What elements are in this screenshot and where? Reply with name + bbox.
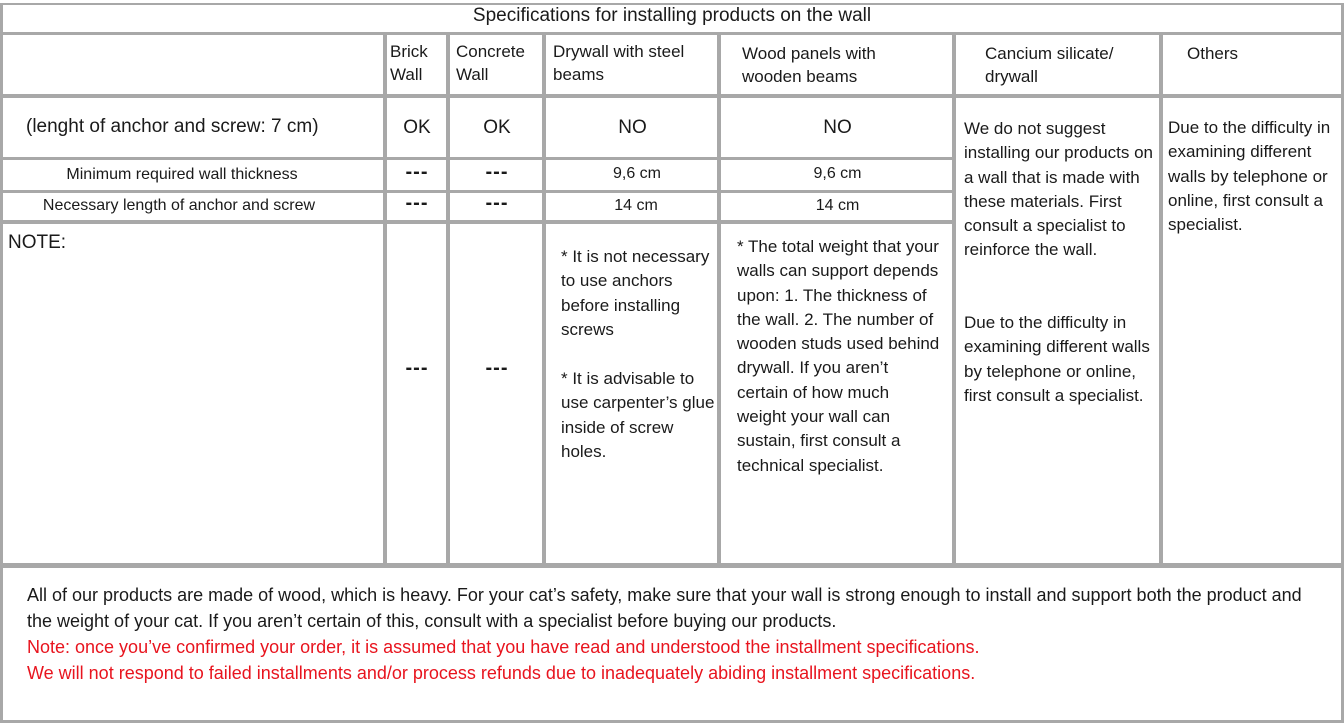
col-divider-1 <box>383 32 387 565</box>
row-divider-1 <box>0 94 1344 98</box>
col-divider-6 <box>1159 32 1163 565</box>
drywall-note-glue: * It is advisable to use carpenter’s glue inside of screw holes. <box>561 369 715 461</box>
note-concrete-value: --- <box>485 357 509 379</box>
row-label-length: Necessary length of anchor and screw <box>42 197 316 214</box>
footer-warning-refunds: We will not respond to failed installments and/or process refunds due to inadequately abiding installment specifications. <box>27 663 976 683</box>
footer-warning-confirmation: Note: once you’ve confirmed your order, it is assumed that you have read and understood the installment specifications. <box>27 637 980 657</box>
calcium-note-suggestion: We do not suggest installing our products on a wall that is made with these materials. First consult a specialist to reinforce the wall. <box>964 119 1154 260</box>
thickness-concrete-value: --- <box>485 161 509 183</box>
length-drywall-value: 14 cm <box>614 197 658 214</box>
col-divider-2 <box>446 32 450 565</box>
thickness-wood-value: 9,6 cm <box>813 165 862 182</box>
length-brick-value: --- <box>405 192 429 214</box>
header-concrete-wall: Concrete Wall <box>456 42 525 84</box>
row-divider-5 <box>0 563 1344 568</box>
header-others: Others <box>1187 44 1239 63</box>
row-divider-2 <box>0 157 955 160</box>
calcium-note-difficulty: Due to the difficulty in examining different walls by telephone or online, first consult a specialist. <box>964 313 1150 405</box>
row-divider-4 <box>0 220 955 224</box>
header-wood-panels: Wood panels with wooden beams <box>742 44 876 86</box>
footer-notice <box>27 582 1327 686</box>
wood-note: * The total weight that your walls can support depends upon: 1. The thickness of the wall. 2. The number of wooden studs used behind drywall. If you aren’t certain of how much weight your wall can sustain, first consult a technical specialist. <box>737 237 940 475</box>
col-divider-4 <box>717 32 721 565</box>
note-brick-value: --- <box>405 357 429 379</box>
header-divider <box>0 32 1344 35</box>
page-title: Specifications for installing products on the wall <box>472 5 872 26</box>
row-label-note: NOTE: <box>8 232 67 253</box>
col-divider-3 <box>542 32 546 565</box>
anchor-drywall-value: NO <box>618 117 647 138</box>
header-drywall-steel: Drywall with steel beams <box>553 42 685 84</box>
col-divider-5 <box>952 32 956 565</box>
row-label-thickness: Minimum required wall thickness <box>66 166 298 183</box>
length-wood-value: 14 cm <box>815 197 860 214</box>
others-note: Due to the difficulty in examining different walls by telephone or online, first consult a specialist. <box>1168 118 1331 235</box>
footer-safety-text: All of our products are made of wood, which is heavy. For your cat’s safety, make sure that your wall is strong enough to install and support both the product and the weight of your cat. If you aren’t certain of this, consult with a specialist before buying our products. <box>27 585 1302 631</box>
thickness-drywall-value: 9,6 cm <box>612 165 661 182</box>
anchor-brick-value: OK <box>403 117 431 138</box>
anchor-concrete-value: OK <box>483 117 511 138</box>
thickness-brick-value: --- <box>405 161 429 183</box>
header-brick-wall: Brick Wall <box>390 42 428 84</box>
length-concrete-value: --- <box>485 192 509 214</box>
row-label-anchor: (lenght of anchor and screw: 7 cm) <box>26 116 319 137</box>
drywall-note-anchors: * It is not necessary to use anchors before installing screws <box>561 247 710 339</box>
table-border-left <box>0 3 3 723</box>
anchor-wood-value: NO <box>823 117 852 138</box>
header-calcium-silicate: Cancium silicate/ drywall <box>985 44 1114 86</box>
